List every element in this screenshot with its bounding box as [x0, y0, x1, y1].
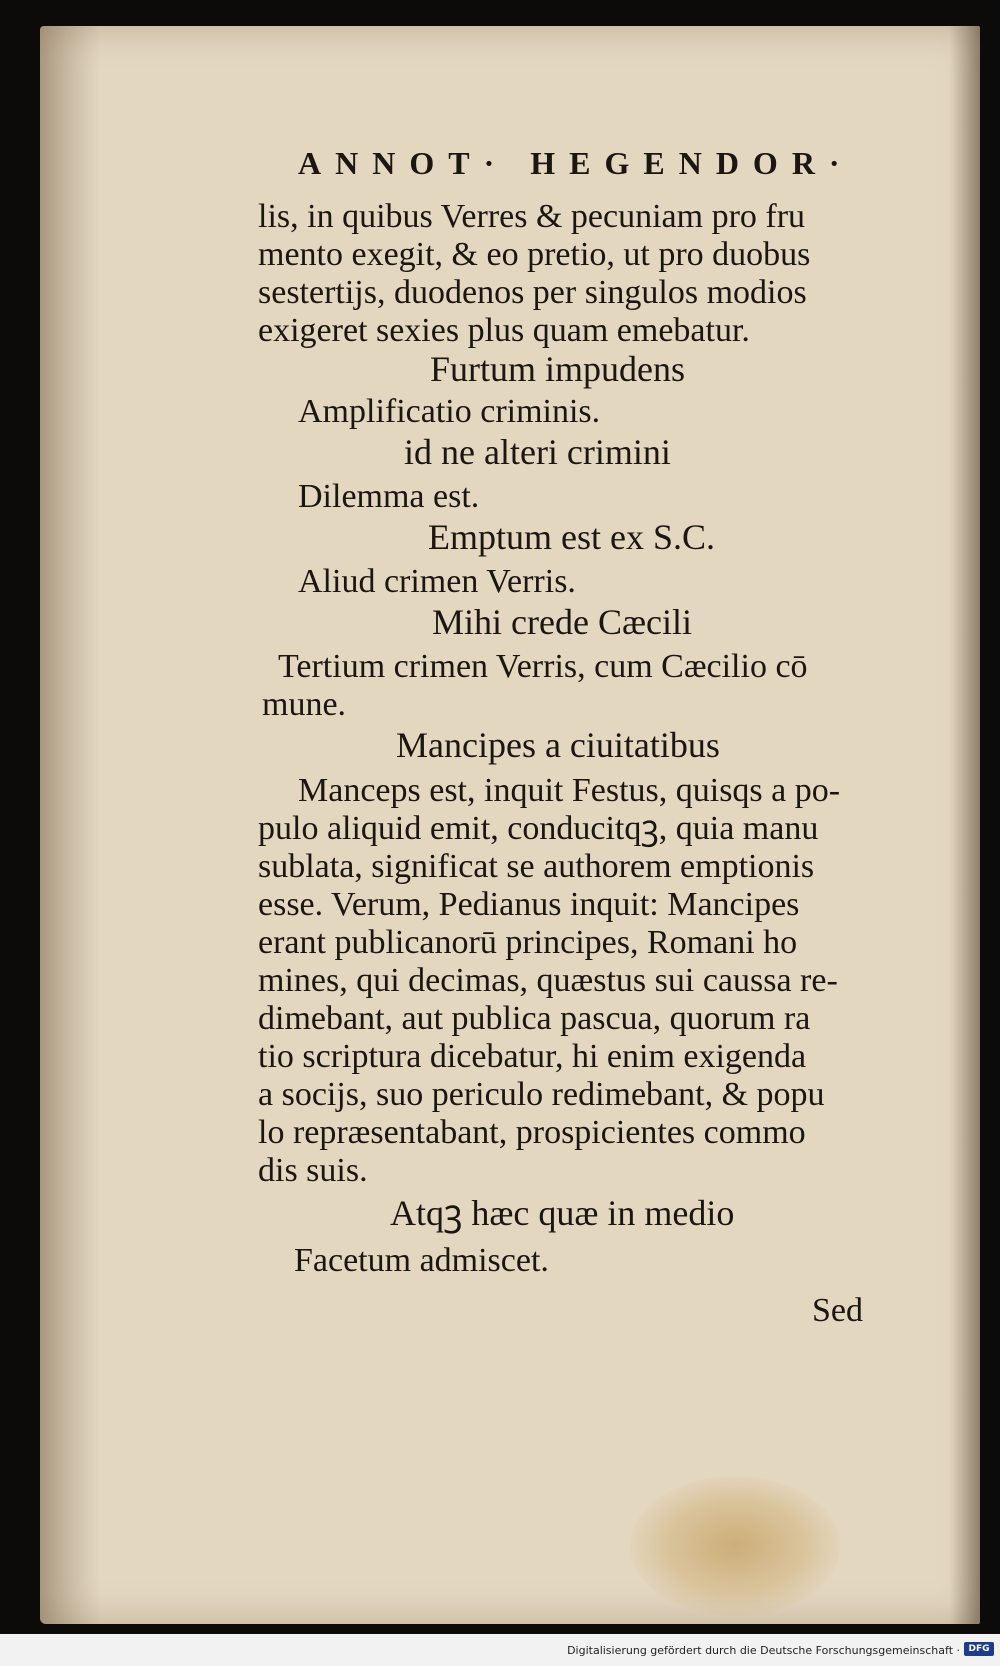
text-line: sublata, significat se authorem emptionis: [258, 848, 815, 885]
lemma-heading: Emptum est ex S.C.: [428, 517, 715, 557]
lemma-heading: Mancipes a ciuitatibus: [396, 725, 720, 765]
text-line: a socijs, suo periculo redimebant, & popu: [258, 1076, 825, 1113]
text-line: mento exegit, & eo pretio, ut pro duobus: [258, 236, 811, 273]
text-line: erant publicanorū principes, Romani ho: [258, 924, 798, 961]
lemma-heading: Atqꝫ hæc quæ in medio: [390, 1193, 735, 1233]
text-line: Dilemma est.: [298, 478, 480, 515]
text-line: mune.: [262, 686, 347, 723]
text-line: lis, in quibus Verres & pecuniam pro fru: [258, 198, 806, 235]
running-header: ANNOT· HEGENDOR·: [298, 145, 854, 181]
text-line: exigeret sexies plus quam emebatur.: [258, 312, 750, 349]
text-line: Amplificatio criminis.: [298, 393, 601, 430]
footer-credit: Digitalisierung gefördert durch die Deutsche Forschungsgemeinschaft ·: [567, 1644, 960, 1657]
text-line: lo repræsentabant, prospicientes commo: [258, 1114, 806, 1151]
text-line: dis suis.: [258, 1152, 368, 1189]
text-line: tio scriptura dicebatur, hi enim exigenda: [258, 1038, 807, 1075]
text-line: Aliud crimen Verris.: [298, 563, 576, 600]
lemma-heading: Mihi crede Cæcili: [432, 602, 692, 642]
catchword: Sed: [812, 1292, 863, 1329]
book-page: [40, 26, 980, 1624]
text-line: Tertium crimen Verris, cum Cæcilio cō: [278, 648, 808, 685]
lemma-heading: id ne alteri crimini: [404, 432, 671, 472]
text-line: Facetum admiscet.: [294, 1242, 549, 1279]
text-line: dimebant, aut publica pascua, quorum ra: [258, 1000, 811, 1037]
text-line: esse. Verum, Pedianus inquit: Mancipes: [258, 886, 800, 923]
lemma-heading: Furtum impudens: [430, 349, 686, 389]
digitization-footer: [0, 1634, 1000, 1666]
dfg-logo-icon: DFG: [964, 1642, 994, 1656]
text-line: pulo aliquid emit, conducitqꝫ, quia manu: [258, 810, 819, 847]
text-line: mines, qui decimas, quæstus sui caussa re-: [258, 962, 838, 999]
text-line: Manceps est, inquit Festus, quisqs a po-: [298, 772, 841, 809]
water-stain: [630, 1476, 840, 1616]
text-line: sestertijs, duodenos per singulos modios: [258, 274, 807, 311]
